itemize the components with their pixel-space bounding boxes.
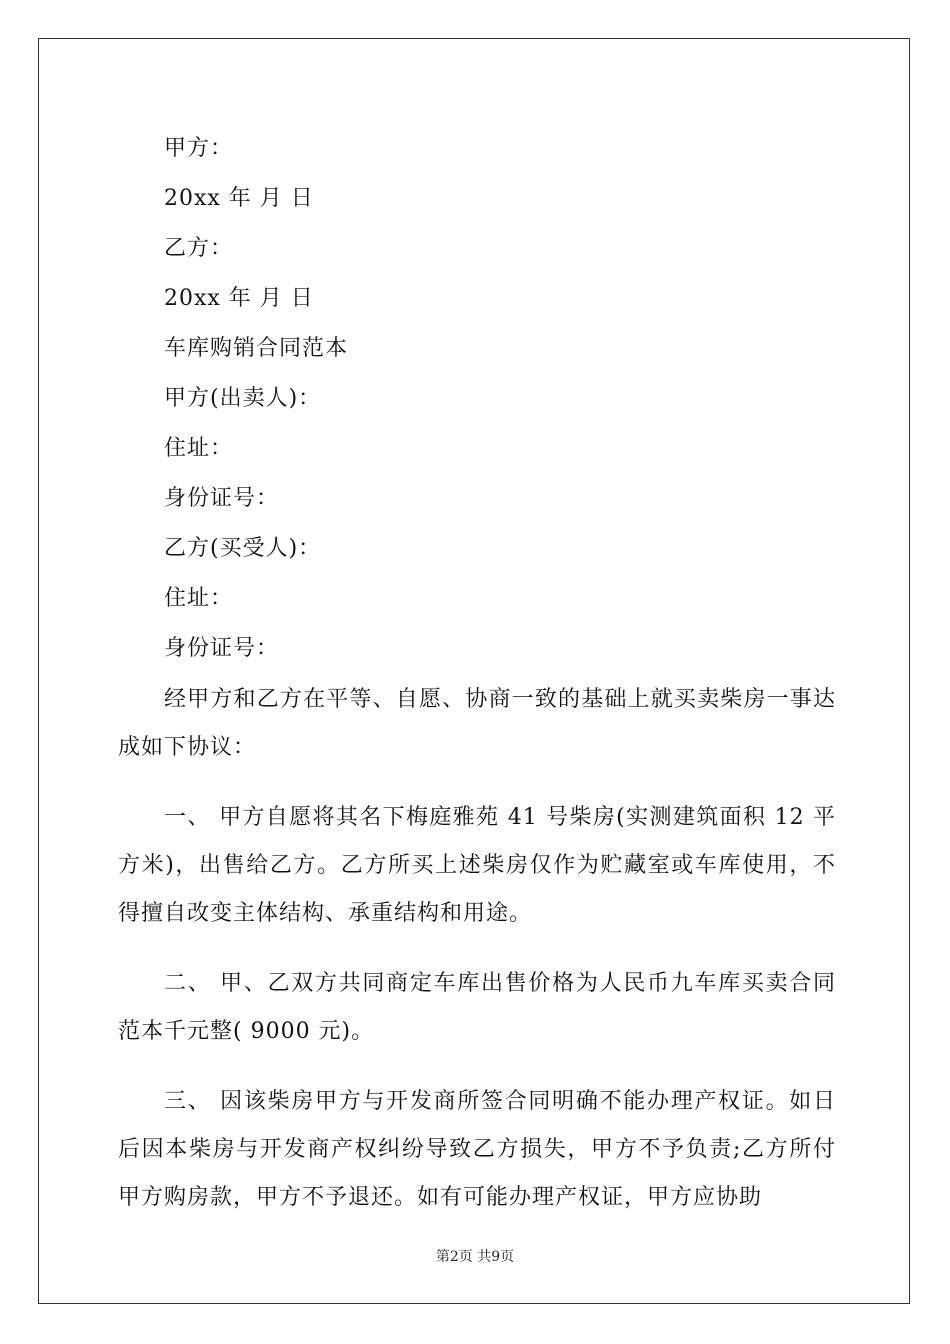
page-number-footer: 第2页 共9页 bbox=[435, 1249, 515, 1265]
buyer-address: 住址： bbox=[164, 586, 234, 611]
agreement-intro-paragraph: 经甲方和乙方在平等、自愿、协商一致的基础上就买卖柴房一事达成如下协议： bbox=[118, 687, 836, 760]
buyer-label: 乙方(买受人)： bbox=[164, 536, 322, 561]
party-b-date: 20xx 年 月 日 bbox=[164, 286, 314, 311]
seller-id-number: 身份证号： bbox=[164, 486, 280, 511]
party-b-label: 乙方： bbox=[164, 236, 234, 261]
clause-2-paragraph: 二、 甲、乙双方共同商定车库出售价格为人民币九车库买卖合同范本千元整( 9000 元)。 bbox=[118, 971, 836, 1044]
seller-label: 甲方(出卖人)： bbox=[164, 386, 322, 411]
document-title: 车库购销合同范本 bbox=[164, 336, 349, 361]
document-body bbox=[118, 124, 836, 1244]
party-a-label: 甲方： bbox=[164, 136, 234, 161]
buyer-id-number: 身份证号： bbox=[164, 636, 280, 661]
clause-1-paragraph: 一、 甲方自愿将其名下梅庭雅苑 41 号柴房(实测建筑面积 12 平方米)，出售给乙方。乙方所买上述柴房仅作为贮藏室或车库使用，不得擅自改变主体结构、承重结构和用途。 bbox=[118, 805, 836, 926]
seller-address: 住址： bbox=[164, 436, 234, 461]
clause-3-paragraph: 三、 因该柴房甲方与开发商所签合同明确不能办理产权证。如日后因本柴房与开发商产权纠纷导致乙方损失，甲方不予负责;乙方所付甲方购房款，甲方不予退还。如有可能办理产权证，甲方应协助 bbox=[118, 1089, 836, 1210]
party-a-date: 20xx 年 月 日 bbox=[164, 186, 314, 211]
